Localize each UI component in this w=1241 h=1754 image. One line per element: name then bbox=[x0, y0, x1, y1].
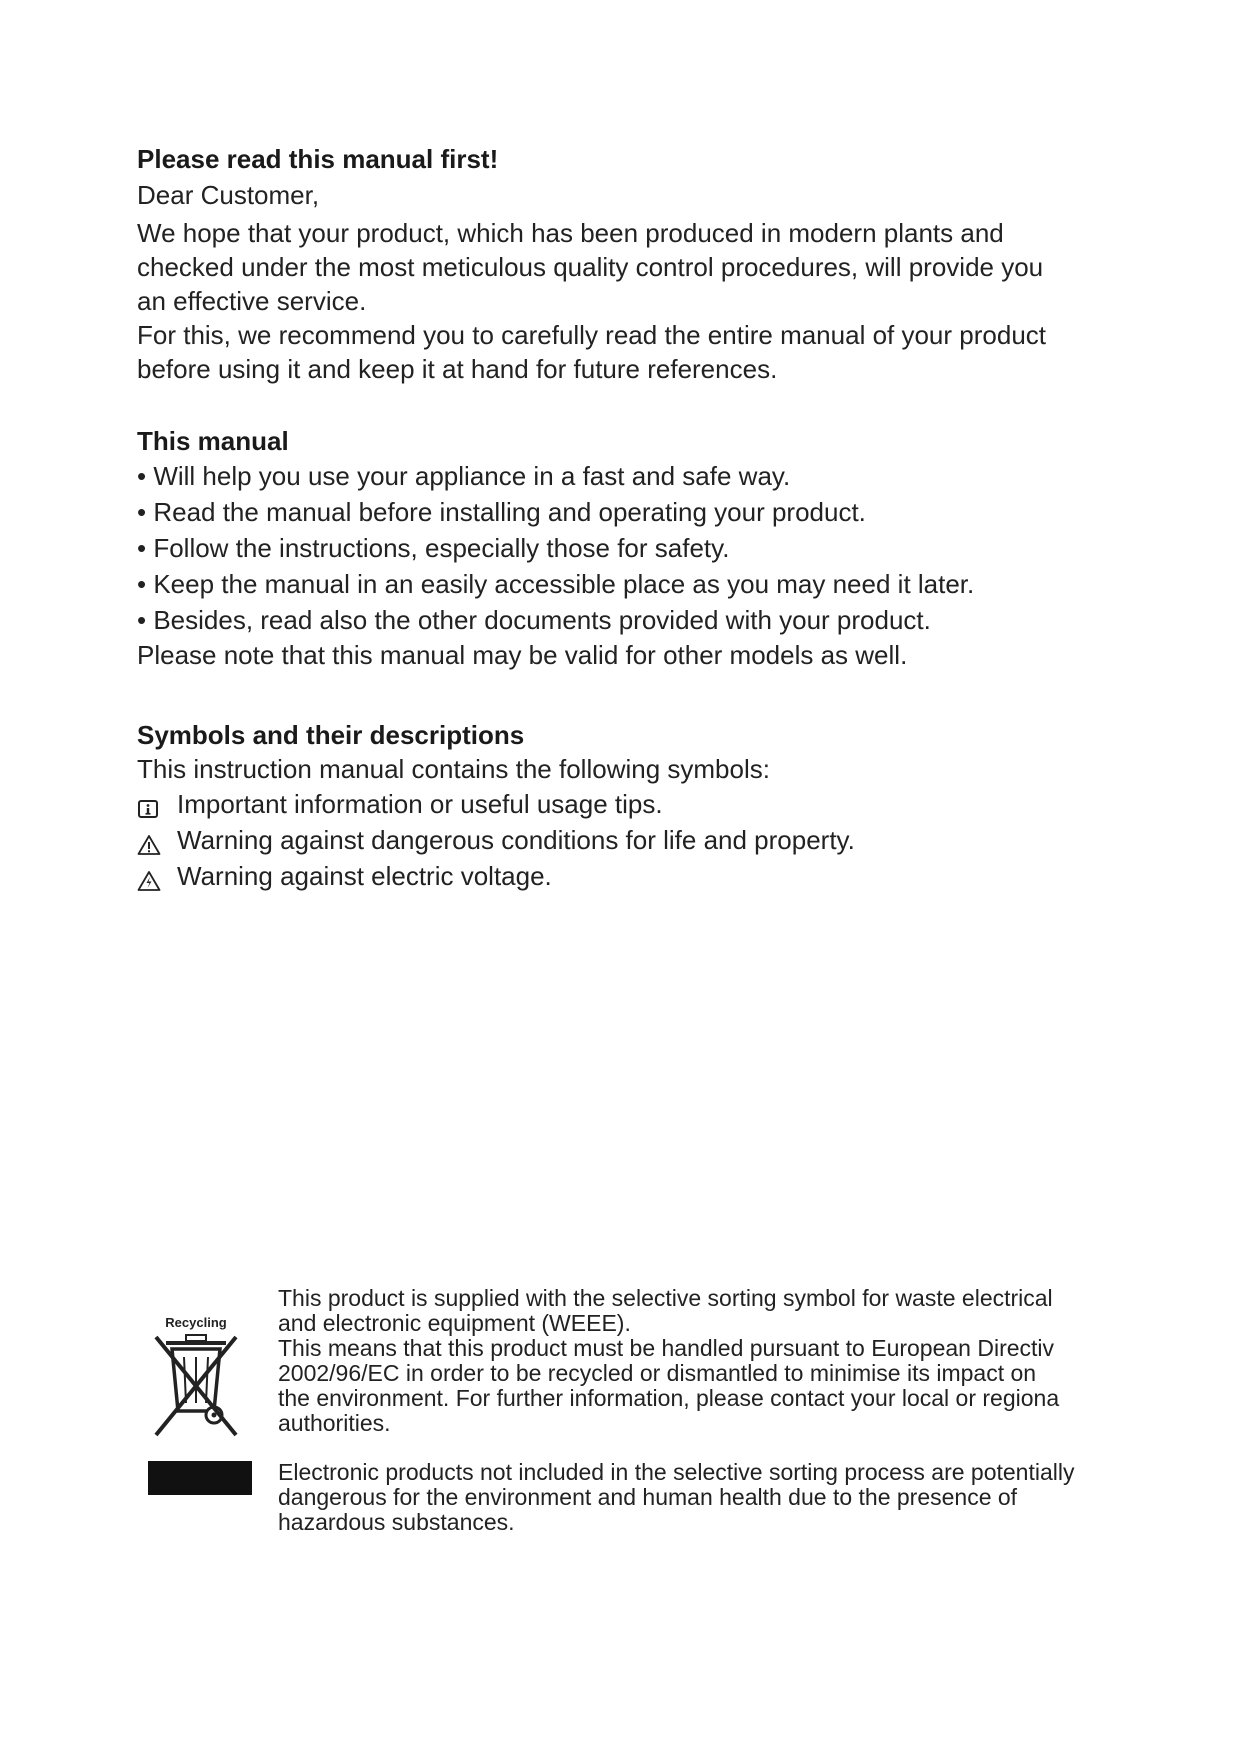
recycling-para1-line: This product is supplied with the selective sorting symbol for waste electrical bbox=[278, 1285, 1053, 1311]
intro-section bbox=[137, 142, 1127, 386]
symbols-section bbox=[137, 718, 1127, 894]
manual-section bbox=[137, 424, 1127, 672]
recycling-para2-line: hazardous substances. bbox=[278, 1509, 515, 1535]
intro-para1-line: an effective service. bbox=[137, 286, 367, 316]
symbols-title: Symbols and their descriptions bbox=[137, 720, 525, 750]
intro-paragraph-2 bbox=[137, 318, 1127, 386]
recycling-para1-line: authorities. bbox=[278, 1410, 391, 1436]
symbol-item-info bbox=[137, 786, 1127, 822]
symbol-item-warning bbox=[137, 822, 1127, 858]
manual-bullet: • Keep the manual in an easily accessible place as you may need it later. bbox=[137, 569, 975, 599]
recycling-label: Recycling bbox=[165, 1315, 227, 1330]
symbol-text: Warning against dangerous conditions for life and property. bbox=[177, 825, 855, 855]
intro-para1-line: We hope that your product, which has been produced in modern plants and bbox=[137, 218, 1004, 248]
recycling-para1-line: and electronic equipment (WEEE). bbox=[278, 1310, 631, 1336]
recycling-para2-line: Electronic products not included in the selective sorting process are potentially bbox=[278, 1459, 1075, 1485]
intro-title: Please read this manual first! bbox=[137, 144, 499, 174]
manual-title: This manual bbox=[137, 426, 289, 456]
recycling-para1-line: the environment. For further information, please contact your local or regiona bbox=[278, 1385, 1060, 1411]
intro-para2-line: For this, we recommend you to carefully read the entire manual of your product bbox=[137, 320, 1046, 350]
intro-para1-line: checked under the most meticulous quality control procedures, will provide you bbox=[137, 252, 1044, 282]
greeting: Dear Customer, bbox=[137, 180, 320, 210]
manual-bullet: • Read the manual before installing and operating your product. bbox=[137, 497, 866, 527]
recycling-para2-line: dangerous for the environment and human health due to the presence of bbox=[278, 1484, 1018, 1510]
manual-note: Please note that this manual may be valid for other models as well. bbox=[137, 640, 908, 670]
manual-bullet: • Will help you use your appliance in a fast and safe way. bbox=[137, 461, 791, 491]
electric-warning-icon bbox=[137, 865, 159, 887]
recycling-para1-line: 2002/96/EC in order to be recycled or dismantled to minimise its impact on bbox=[278, 1360, 1037, 1386]
symbol-text: Important information or useful usage tips. bbox=[177, 789, 663, 819]
manual-bullet: • Besides, read also the other documents provided with your product. bbox=[137, 605, 931, 635]
warning-icon bbox=[137, 829, 159, 851]
intro-paragraph-1 bbox=[137, 216, 1127, 318]
recycling-text bbox=[278, 1286, 1138, 1535]
recycling-logo bbox=[148, 1313, 258, 1508]
manual-bullet: • Follow the instructions, especially those for safety. bbox=[137, 533, 730, 563]
symbols-intro: This instruction manual contains the following symbols: bbox=[137, 754, 770, 784]
symbol-item-electric bbox=[137, 858, 1127, 894]
symbol-text: Warning against electric voltage. bbox=[177, 861, 552, 891]
intro-para2-line: before using it and keep it at hand for future references. bbox=[137, 354, 778, 384]
recycling-para1-line: This means that this product must be handled pursuant to European Directiv bbox=[278, 1335, 1055, 1361]
info-icon bbox=[137, 793, 159, 815]
